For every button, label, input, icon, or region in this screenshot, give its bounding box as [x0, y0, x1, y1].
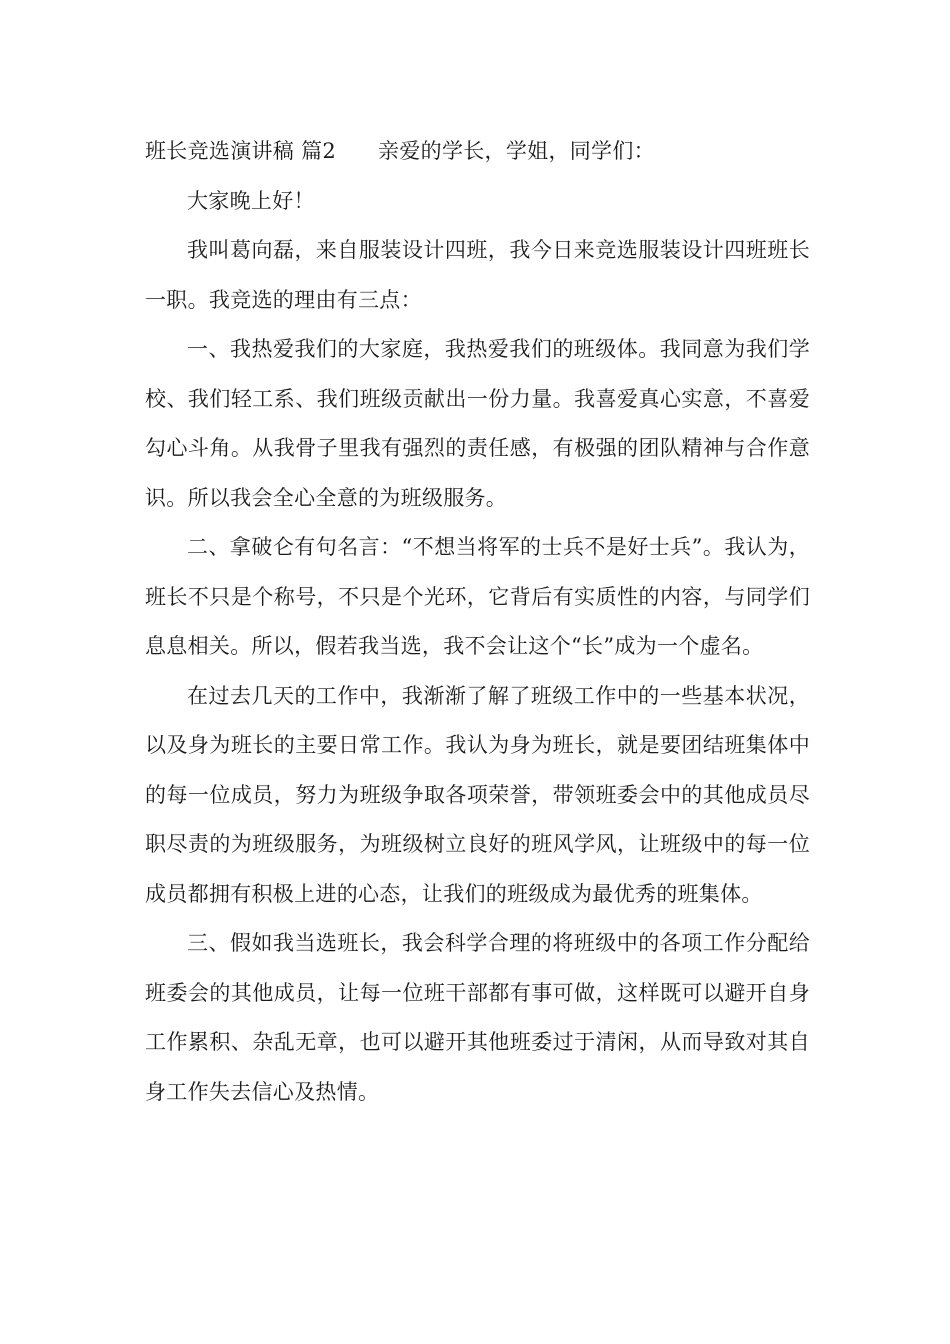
paragraph-reason-one: 一、我热爱我们的大家庭，我热爱我们的班级体。我同意为我们学校、我们轻工系、我们班级贡献出一份力量。我喜爱真心实意，不喜爱勾心斗角。从我骨子里我有强烈的责任感，有极强的团队精神与合作意识。所以我会全心全意的为班级服务。	[145, 337, 810, 510]
title-line	[145, 127, 810, 177]
paragraph-reason-three: 三、假如我当选班长，我会科学合理的将班级中的各项工作分配给班委会的其他成员，让每一位班干部都有事可做，这样既可以避开自身工作累积、杂乱无章，也可以避开其他班委过于清闲，从而导致对其自身工作失去信心及热情。	[145, 931, 810, 1104]
document-title: 班长竞选演讲稿 篇2	[145, 139, 337, 163]
paragraph-reason-two: 二、拿破仑有句名言：“不想当将军的士兵不是好士兵”。我认为，班长不只是个称号，不只是个光环，它背后有实质性的内容，与同学们息息相关。所以，假若我当选，我不会让这个“长”成为一个虚名。	[145, 535, 810, 658]
paragraph-introduction: 我叫葛向磊，来自服装设计四班，我今日来竞选服装设计四班班长一职。我竞选的理由有三点：	[145, 238, 810, 312]
paragraph-greeting: 大家晚上好！	[187, 188, 315, 213]
salutation: 亲爱的学长，学姐，同学们：	[378, 139, 655, 163]
paragraph-experience: 在过去几天的工作中，我渐渐了解了班级工作中的一些基本状况，以及身为班长的主要日常工作。我认为身为班长，就是要团结班集体中的每一位成员，努力为班级争取各项荣誉，带领班委会中的其他成员尽职尽责的为班级服务，为班级树立良好的班风学风，让班级中的每一位成员都拥有积极上进的心态，让我们的班级成为最优秀的班集体。	[145, 683, 810, 906]
document-body	[145, 127, 810, 1117]
